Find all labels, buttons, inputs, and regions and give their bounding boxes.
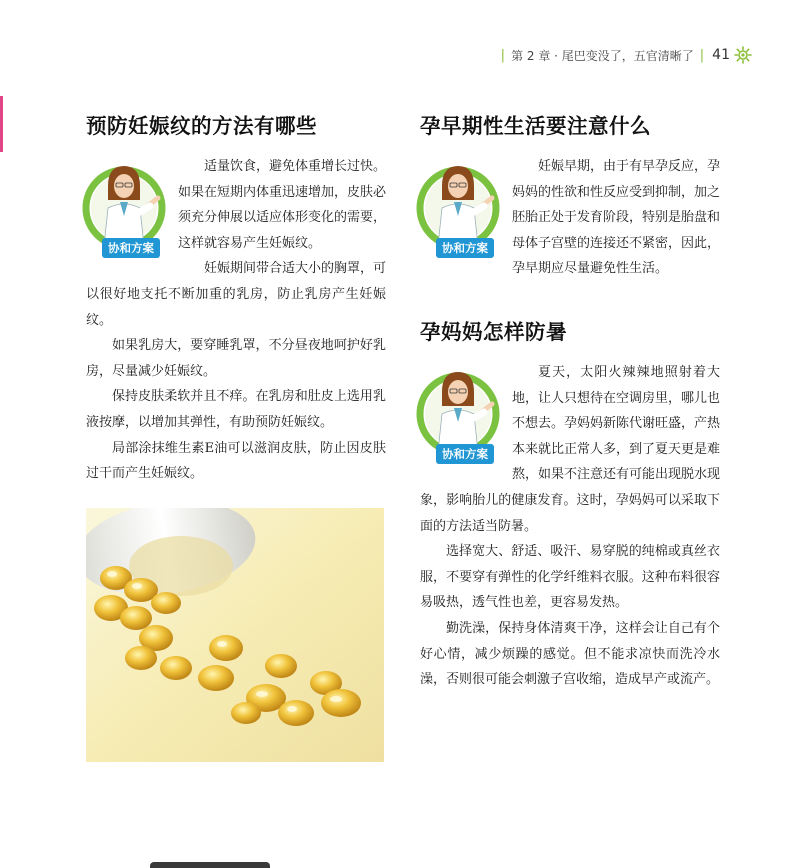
paragraph: 妊娠早期，由于有早孕反应，孕妈妈的性欲和性反应受到抑制，加之胚胎正处于发育阶段，特别是胎盘和母体子宫壁的连接还不紧密，因此，孕早期应尽量避免性生活。 bbox=[512, 159, 721, 277]
paragraph: 夏天，太阳火辣辣地照射着大地，让人只想待在空调房里，哪儿也不想去。孕妈妈新陈代谢旺盛，产热本来就比正常人多，到了夏天更是难熬，如果不注意还有可能出现脱水现象，影响胎儿的健康发育。这时，孕妈妈可以采取下面的方法适当防暑。 bbox=[420, 364, 721, 534]
paragraph: 勤洗澡，保持身体清爽干净，这样会让自己有个好心情，减少烦躁的感觉。但不能求凉快而洗冷水澡，否则很可能会刺激子宫收缩，造成早产或流产。 bbox=[420, 620, 720, 688]
section-title: 孕妈妈怎样防暑 bbox=[420, 319, 567, 344]
page-edge-marker bbox=[0, 96, 3, 152]
page-number: 41 bbox=[712, 47, 730, 63]
advisor-badge bbox=[414, 156, 506, 260]
paragraph: 妊娠期间带合适大小的胸罩，可以很好地支托不断加重的乳房，防止乳房产生妊娠纹。 bbox=[86, 261, 387, 328]
paragraph: 保持皮肤柔软并且不痒。在乳房和肚皮上选用乳液按摩，以增加其弹性，有助预防妊娠纹。 bbox=[86, 389, 386, 430]
section-summer bbox=[420, 318, 720, 693]
paragraph: 如果乳房大，要穿睡乳罩，不分昼夜地呵护好乳房，尽量减少妊娠纹。 bbox=[86, 338, 386, 379]
advisor-tag: 协和方案 bbox=[436, 444, 494, 464]
advisor-tag: 协和方案 bbox=[102, 238, 160, 258]
vitamin-e-capsules-photo bbox=[86, 508, 384, 762]
paragraph: 局部涂抹维生素E油可以滋润皮肤，防止因皮肤过干而产生妊娠纹。 bbox=[86, 440, 386, 482]
divider: | bbox=[699, 47, 705, 63]
advisor-badge bbox=[414, 362, 506, 466]
page-bottom-shadow bbox=[150, 862, 270, 868]
paragraph: 适量饮食，避免体重增长过快。如果在短期内体重迅速增加，皮肤必须充分伸展以适应体形变化的需要，这样就容易产生妊娠纹。 bbox=[178, 159, 387, 251]
advisor-tag: 协和方案 bbox=[436, 238, 494, 258]
section-title: 预防妊娠纹的方法有哪些 bbox=[86, 114, 317, 138]
section-title: 孕早期性生活要注意什么 bbox=[420, 114, 651, 138]
chapter-title: 第 2 章 · 尾巴变没了，五官清晰了 bbox=[511, 48, 694, 63]
divider: | bbox=[500, 47, 506, 63]
sun-icon bbox=[734, 46, 752, 64]
running-head bbox=[495, 46, 752, 64]
advisor-badge bbox=[80, 156, 172, 260]
left-column bbox=[86, 112, 386, 487]
paragraph: 选择宽大、舒适、吸汗、易穿脱的纯棉或真丝衣服，不要穿有弹性的化学纤维料衣服。这种布料很容易吸热，透气性也差，更容易发热。 bbox=[420, 544, 720, 611]
right-column bbox=[420, 112, 720, 693]
